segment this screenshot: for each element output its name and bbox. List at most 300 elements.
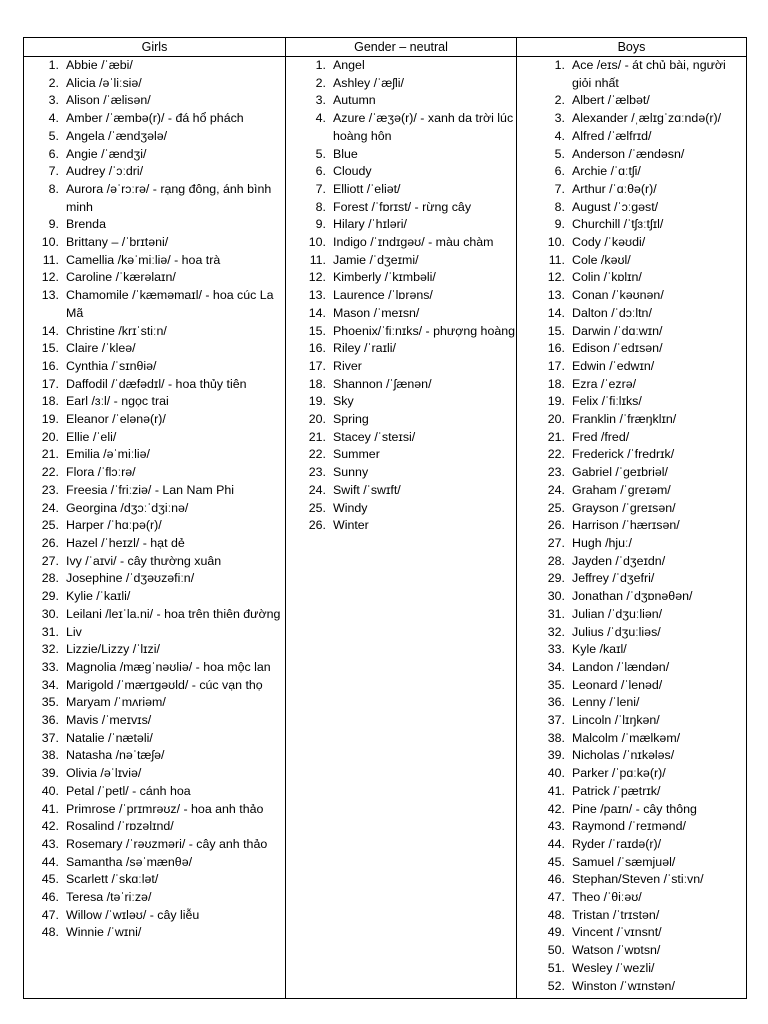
list-item — [24, 500, 285, 518]
name-entry: Darwin /ˈdɑːwɪn/ — [572, 323, 663, 338]
name-entry: Jayden /ˈdʒeɪdn/ — [572, 553, 666, 568]
item-number: 42. — [41, 819, 59, 834]
list-item — [517, 163, 746, 181]
name-entry: Autumn — [333, 93, 376, 108]
list-item — [517, 146, 746, 164]
list-item — [517, 446, 746, 464]
name-entry: Lizzie/Lizzy /ˈlɪzi/ — [66, 642, 160, 657]
item-number: 40. — [547, 766, 565, 781]
name-entry: Azure /ˈæʒə(r)/ - xanh da trời lúc hoàng hôn — [333, 111, 514, 143]
item-number: 41. — [41, 801, 59, 816]
item-number: 15. — [41, 341, 59, 356]
list-item — [286, 323, 516, 341]
list-item — [286, 482, 516, 500]
list-item — [517, 730, 746, 748]
list-item — [24, 269, 285, 287]
list-item — [286, 269, 516, 287]
name-entry: Grayson /ˈɡreɪsən/ — [572, 500, 676, 515]
list-item — [24, 606, 285, 624]
name-entry: Felix /ˈfiːlɪks/ — [572, 394, 642, 409]
name-entry: Samantha /səˈmænθə/ — [66, 854, 193, 869]
item-number: 20. — [41, 429, 59, 444]
list-item — [24, 163, 285, 181]
list-item — [24, 181, 285, 216]
name-entry: Jonathan /ˈdʒɒnəθən/ — [572, 589, 693, 604]
name-entry: Blue — [333, 146, 358, 161]
name-entry: Edwin /ˈedwɪn/ — [572, 358, 655, 373]
name-entry: Audrey /ˈɔːdri/ — [66, 164, 144, 179]
item-number: 35. — [41, 695, 59, 710]
name-entry: Brittany – /ˈbrɪtəni/ — [66, 235, 169, 250]
list-item — [286, 287, 516, 305]
list-item — [24, 588, 285, 606]
item-number: 32. — [547, 624, 565, 639]
item-number: 18. — [41, 394, 59, 409]
item-number: 20. — [308, 412, 326, 427]
name-entry: Cody /ˈkəʊdi/ — [572, 235, 646, 250]
name-entry: Leonard /ˈlenəd/ — [572, 677, 663, 692]
name-entry: Willow /ˈwɪləʊ/ - cây liễu — [66, 907, 200, 922]
name-entry: Graham /ˈɡreɪəm/ — [572, 482, 671, 497]
item-number: 45. — [547, 854, 565, 869]
list-item — [286, 340, 516, 358]
name-entry: Dalton /ˈdɔːltn/ — [572, 305, 652, 320]
item-number: 28. — [41, 571, 59, 586]
name-entry: Cole /kəʊl/ — [572, 252, 631, 267]
name-entry: Abbie /ˈæbi/ — [66, 58, 133, 72]
list-item — [24, 75, 285, 93]
item-number: 42. — [547, 801, 565, 816]
name-entry: Pine /paɪn/ - cây thông — [572, 801, 697, 816]
girls-list — [24, 57, 285, 942]
name-entry: Earl /ɜːl/ - ngọc trai — [66, 394, 169, 409]
list-item — [517, 924, 746, 942]
name-entry: Wesley /ˈwezli/ — [572, 960, 655, 975]
list-item — [517, 269, 746, 287]
item-number: 24. — [547, 482, 565, 497]
list-item — [517, 765, 746, 783]
name-entry: Sunny — [333, 465, 369, 480]
list-item — [286, 199, 516, 217]
header-gender-neutral: Gender – neutral — [286, 38, 517, 57]
list-item — [24, 92, 285, 110]
item-number: 47. — [547, 890, 565, 905]
item-number: 25. — [308, 500, 326, 515]
item-number: 26. — [547, 518, 565, 533]
list-item — [24, 747, 285, 765]
item-number: 10. — [41, 235, 59, 250]
item-number: 22. — [547, 447, 565, 462]
boys-column — [517, 57, 747, 999]
list-item — [286, 393, 516, 411]
list-item — [517, 694, 746, 712]
item-number: 33. — [41, 659, 59, 674]
item-number: 36. — [547, 695, 565, 710]
name-entry: Frederick /ˈfredrɪk/ — [572, 447, 675, 462]
item-number: 22. — [308, 447, 326, 462]
name-entry: Indigo /ˈɪndɪɡəʊ/ - màu chàm — [333, 235, 494, 250]
name-entry: Julian /ˈdʒuːliən/ — [572, 606, 663, 621]
item-number: 25. — [547, 500, 565, 515]
name-entry: Albert /ˈælbət/ — [572, 93, 650, 108]
name-entry: Alison /ˈælisən/ — [66, 93, 151, 108]
list-item — [24, 818, 285, 836]
item-number: 10. — [308, 235, 326, 250]
name-entry: Arthur /ˈɑːθə(r)/ — [572, 181, 657, 196]
list-item — [517, 712, 746, 730]
name-entry: Franklin /ˈfræŋklɪn/ — [572, 412, 677, 427]
list-item — [517, 641, 746, 659]
name-entry: Phoenix/ˈfiːnɪks/ - phượng hoàng — [333, 323, 516, 338]
list-item — [517, 978, 746, 996]
item-number: 20. — [547, 412, 565, 427]
item-number: 6. — [554, 164, 565, 179]
name-entry: Ezra /ˈezrə/ — [572, 376, 637, 391]
list-item — [24, 659, 285, 677]
list-item — [24, 624, 285, 642]
neutral-list — [286, 57, 516, 535]
name-entry: Anderson /ˈændəsn/ — [572, 146, 685, 161]
name-entry: Scarlett /ˈskɑːlət/ — [66, 872, 159, 887]
name-entry: Ashley /ˈæʃli/ — [333, 75, 404, 90]
list-item — [24, 570, 285, 588]
item-number: 46. — [547, 872, 565, 887]
list-item — [24, 553, 285, 571]
list-item — [286, 163, 516, 181]
list-item — [517, 818, 746, 836]
item-number: 29. — [547, 571, 565, 586]
name-entry: Ivy /ˈaɪvi/ - cây thường xuân — [66, 553, 222, 568]
name-entry: Camellia /kəˈmiːliə/ - hoa trà — [66, 252, 221, 267]
list-item — [517, 624, 746, 642]
header-row — [24, 38, 747, 57]
item-number: 8. — [315, 199, 326, 214]
list-item — [24, 871, 285, 889]
name-entry: Angie /ˈændʒi/ — [66, 146, 147, 161]
name-entry: Christine /krɪˈstiːn/ — [66, 323, 167, 338]
list-item — [24, 694, 285, 712]
list-item — [24, 110, 285, 128]
item-number: 16. — [308, 341, 326, 356]
item-number: 30. — [41, 606, 59, 621]
item-number: 17. — [547, 358, 565, 373]
name-entry: Kylie /ˈkaɪli/ — [66, 589, 131, 604]
item-number: 2. — [48, 75, 59, 90]
list-item — [517, 801, 746, 819]
name-entry: Landon /ˈlændən/ — [572, 659, 670, 674]
name-entry: Watson /ˈwɒtsn/ — [572, 943, 661, 958]
name-entry: Hugh /hjuː/ — [572, 535, 632, 550]
name-entry: Leilani /leɪˈla.ni/ - hoa trên thiên đường — [66, 606, 281, 621]
name-entry: Spring — [333, 412, 369, 427]
item-number: 52. — [547, 978, 565, 993]
list-item — [517, 92, 746, 110]
name-entry: Laurence /ˈlɒrəns/ — [333, 288, 433, 303]
list-item — [517, 199, 746, 217]
name-entry: Stephan/Steven /ˈstiːvn/ — [572, 872, 704, 887]
item-number: 28. — [547, 553, 565, 568]
list-item — [517, 907, 746, 925]
name-entry: Shannon /ˈʃænən/ — [333, 376, 432, 391]
item-number: 16. — [41, 358, 59, 373]
item-number: 41. — [547, 783, 565, 798]
name-entry: Brenda — [66, 217, 106, 232]
item-number: 3. — [48, 93, 59, 108]
list-item — [517, 464, 746, 482]
item-number: 46. — [41, 890, 59, 905]
list-item — [286, 234, 516, 252]
name-entry: Nicholas /ˈnɪkələs/ — [572, 748, 675, 763]
name-entry: Archie /ˈɑːtʃi/ — [572, 164, 641, 179]
name-entry: Windy — [333, 500, 368, 515]
name-entry: Jeffrey /ˈdʒefri/ — [572, 571, 655, 586]
item-number: 14. — [41, 323, 59, 338]
name-entry: Sky — [333, 394, 354, 409]
item-number: 35. — [547, 677, 565, 692]
name-entry: Liv — [66, 624, 82, 639]
item-number: 13. — [547, 288, 565, 303]
item-number: 12. — [41, 270, 59, 285]
list-item — [517, 783, 746, 801]
name-entry: Riley /ˈraɪli/ — [333, 341, 396, 356]
list-item — [286, 92, 516, 110]
list-item — [24, 517, 285, 535]
list-item — [517, 128, 746, 146]
list-item — [24, 340, 285, 358]
name-entry: Winnie /ˈwɪni/ — [66, 925, 142, 940]
list-item — [517, 429, 746, 447]
list-item — [24, 783, 285, 801]
item-number: 7. — [48, 164, 59, 179]
item-number: 14. — [308, 305, 326, 320]
header-girls: Girls — [24, 38, 286, 57]
item-number: 6. — [315, 164, 326, 179]
list-item — [286, 464, 516, 482]
name-entry: Rosalind /ˈrɒzəlɪnd/ — [66, 819, 174, 834]
item-number: 16. — [547, 341, 565, 356]
list-item — [24, 446, 285, 464]
list-item — [286, 252, 516, 270]
name-entry: Petal /ˈpetl/ - cánh hoa — [66, 783, 191, 798]
list-item — [24, 287, 285, 322]
name-entry: Summer — [333, 447, 380, 462]
list-item — [286, 181, 516, 199]
name-entry: Kyle /kaɪl/ — [572, 642, 627, 657]
list-item — [517, 393, 746, 411]
item-number: 8. — [48, 181, 59, 196]
item-number: 5. — [48, 128, 59, 143]
name-entry: Tristan /ˈtrɪstən/ — [572, 907, 660, 922]
item-number: 14. — [547, 305, 565, 320]
list-item — [24, 836, 285, 854]
item-number: 1. — [315, 58, 326, 72]
item-number: 44. — [41, 854, 59, 869]
name-entry: Harper /ˈhɑːpə(r)/ — [66, 518, 162, 533]
list-item — [24, 429, 285, 447]
item-number: 36. — [41, 713, 59, 728]
list-item — [24, 393, 285, 411]
name-entry: Malcolm /ˈmælkəm/ — [572, 730, 681, 745]
list-item — [286, 429, 516, 447]
item-number: 19. — [308, 394, 326, 409]
item-number: 38. — [547, 730, 565, 745]
name-entry: Angela /ˈændʒələ/ — [66, 128, 168, 143]
name-entry: Harrison /ˈhærɪsən/ — [572, 518, 680, 533]
list-item — [517, 942, 746, 960]
name-entry: Julius /ˈdʒuːliəs/ — [572, 624, 661, 639]
boys-list — [517, 57, 746, 995]
name-entry: Stacey /ˈsteɪsi/ — [333, 429, 416, 444]
item-number: 1. — [48, 58, 59, 72]
list-item — [286, 146, 516, 164]
item-number: 12. — [308, 270, 326, 285]
list-item — [24, 535, 285, 553]
name-entry: Freesia /ˈfriːziə/ - Lan Nam Phi — [66, 482, 235, 497]
list-item — [24, 641, 285, 659]
list-item — [24, 924, 285, 942]
item-number: 7. — [554, 181, 565, 196]
item-number: 19. — [41, 412, 59, 427]
item-number: 5. — [554, 146, 565, 161]
list-item — [286, 305, 516, 323]
list-item — [517, 535, 746, 553]
item-number: 44. — [547, 836, 565, 851]
name-entry: Ryder /ˈraɪdə(r)/ — [572, 836, 662, 851]
item-number: 33. — [547, 642, 565, 657]
list-item — [24, 854, 285, 872]
item-number: 9. — [554, 217, 565, 232]
item-number: 34. — [547, 659, 565, 674]
list-item — [24, 765, 285, 783]
name-entry: Claire /ˈkleə/ — [66, 341, 136, 356]
name-entry: Kimberly /ˈkɪmbəli/ — [333, 270, 436, 285]
item-number: 18. — [308, 376, 326, 391]
name-entry: Rosemary /ˈrəʊzməri/ - cây anh thảo — [66, 836, 268, 851]
list-item — [517, 836, 746, 854]
list-item — [517, 305, 746, 323]
item-number: 15. — [547, 323, 565, 338]
item-number: 23. — [308, 465, 326, 480]
name-entry: Marigold /ˈmærɪɡəʊld/ - cúc vạn thọ — [66, 677, 263, 692]
list-item — [24, 234, 285, 252]
item-number: 26. — [308, 518, 326, 533]
list-item — [517, 57, 746, 92]
name-entry: Conan /ˈkəʊnən/ — [572, 288, 664, 303]
neutral-column — [286, 57, 517, 999]
list-item — [286, 411, 516, 429]
name-entry: Cynthia /ˈsɪnθiə/ — [66, 358, 157, 373]
item-number: 29. — [41, 589, 59, 604]
name-entry: Churchill /ˈtʃɜːtʃɪl/ — [572, 217, 664, 232]
name-entry: Georgina /dʒɔːˈdʒiːnə/ — [66, 500, 189, 515]
name-entry: Natalie /ˈnætəli/ — [66, 730, 153, 745]
item-number: 48. — [547, 907, 565, 922]
item-number: 38. — [41, 748, 59, 763]
item-number: 43. — [547, 819, 565, 834]
list-item — [517, 482, 746, 500]
item-number: 2. — [554, 93, 565, 108]
list-item — [517, 340, 746, 358]
name-entry: Lenny /ˈleni/ — [572, 695, 640, 710]
item-number: 24. — [308, 482, 326, 497]
list-item — [24, 730, 285, 748]
list-item — [517, 747, 746, 765]
item-number: 48. — [41, 925, 59, 940]
name-entry: Edison /ˈedɪsən/ — [572, 341, 663, 356]
list-item — [286, 500, 516, 518]
item-number: 5. — [315, 146, 326, 161]
list-item — [24, 907, 285, 925]
name-entry: Vincent /ˈvɪnsnt/ — [572, 925, 662, 940]
item-number: 51. — [547, 960, 565, 975]
item-number: 17. — [308, 358, 326, 373]
item-number: 40. — [41, 783, 59, 798]
item-number: 50. — [547, 943, 565, 958]
item-number: 18. — [547, 376, 565, 391]
list-item — [517, 553, 746, 571]
list-item — [517, 287, 746, 305]
name-entry: Jamie /ˈdʒeɪmi/ — [333, 252, 419, 267]
name-entry: Alfred /ˈælfrɪd/ — [572, 128, 652, 143]
item-number: 11. — [42, 252, 59, 267]
name-entry: Ace /eɪs/ - át chủ bài, người giỏi nhất — [572, 58, 726, 90]
item-number: 15. — [308, 323, 326, 338]
name-entry: Forest /ˈfɒrɪst/ - rừng cây — [333, 199, 472, 214]
list-item — [517, 323, 746, 341]
name-entry: Gabriel /ˈɡeɪbriəl/ — [572, 465, 669, 480]
item-number: 39. — [547, 748, 565, 763]
list-item — [517, 358, 746, 376]
list-item — [24, 358, 285, 376]
list-item — [24, 252, 285, 270]
list-item — [517, 500, 746, 518]
body-row — [24, 57, 747, 999]
list-item — [517, 252, 746, 270]
item-number: 25. — [41, 518, 59, 533]
name-entry: Teresa /təˈriːzə/ — [66, 890, 152, 905]
item-number: 19. — [547, 394, 565, 409]
item-number: 11. — [548, 252, 565, 267]
item-number: 34. — [41, 677, 59, 692]
item-number: 3. — [315, 93, 326, 108]
list-item — [24, 146, 285, 164]
name-entry: Patrick /ˈpætrɪk/ — [572, 783, 661, 798]
name-entry: Fred /fred/ — [572, 429, 630, 444]
item-number: 45. — [41, 872, 59, 887]
name-entry: Cloudy — [333, 164, 372, 179]
item-number: 10. — [547, 235, 565, 250]
item-number: 13. — [308, 288, 326, 303]
list-item — [286, 216, 516, 234]
list-item — [517, 234, 746, 252]
list-item — [286, 75, 516, 93]
header-boys: Boys — [517, 38, 747, 57]
list-item — [286, 110, 516, 145]
item-number: 9. — [315, 217, 326, 232]
list-item — [286, 376, 516, 394]
name-entry: Natasha /nəˈtæʃə/ — [66, 748, 165, 763]
name-entry: Primrose /ˈprɪmrəʊz/ - hoa anh thảo — [66, 801, 264, 816]
item-number: 23. — [41, 482, 59, 497]
item-number: 49. — [547, 925, 565, 940]
item-number: 24. — [41, 500, 59, 515]
name-entry: Caroline /ˈkærəlaɪn/ — [66, 270, 176, 285]
list-item — [24, 411, 285, 429]
list-item — [286, 358, 516, 376]
name-entry: Eleanor /ˈelənə(r)/ — [66, 412, 166, 427]
girls-column — [24, 57, 286, 999]
name-entry: Parker /ˈpɑːkə(r)/ — [572, 766, 666, 781]
